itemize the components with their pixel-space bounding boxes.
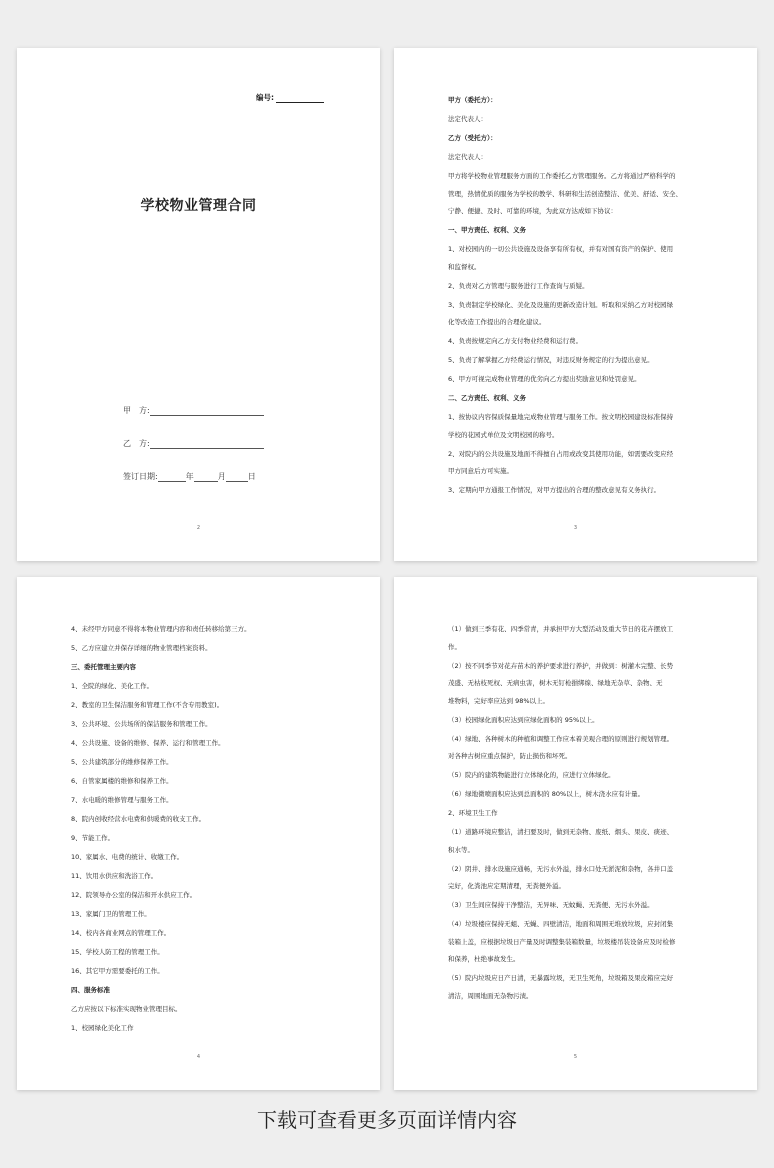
- paragraph-line: 甲方同意后方可实施。: [448, 467, 513, 475]
- paragraph-line: 7、水电暖的维修管理与服务工作。: [71, 796, 173, 804]
- document-page-3: [394, 48, 757, 561]
- paragraph-line: 4、负责按规定向乙方支付物业经费和运行费。: [448, 337, 583, 345]
- paragraph-line: （6）绿地微喷面积应达到总面积的 80%以上，树木浇水应有计量。: [448, 790, 645, 798]
- party-b-label: 乙 方:: [123, 439, 150, 448]
- paragraph-line: 管理，热情优质的服务为学校的教学、科研和生活创造整洁、优美、舒适、安全、: [448, 189, 682, 198]
- paragraph-line: 5、乙方应建立并保存详细的物业管理档案资料。: [71, 644, 212, 652]
- paragraph-line: （5）院内垃圾应日产日清，无暴露垃圾，无卫生死角，垃圾箱及果皮箱应完好: [448, 974, 674, 982]
- section-heading: 乙方（受托方）：: [448, 134, 497, 142]
- paragraph-line: 9、节能工作。: [71, 834, 115, 842]
- paragraph-line: 乙方应按以下标准实现物业管理目标。: [71, 1005, 182, 1013]
- party-b-blank: [150, 439, 264, 449]
- page-5-body: [448, 625, 704, 1011]
- paragraph-line: （4）垃圾楼应保持无蛆、无蝇、四壁清洁，地面和周围无堆放垃圾，应封闭集: [448, 920, 674, 928]
- contract-number-label: 编号:: [256, 93, 274, 102]
- signing-date-line: [123, 471, 256, 482]
- signing-date-label: 签订日期:: [123, 472, 158, 481]
- paragraph-line: （1）做到三季有花、四季常青，并承担甲方大型活动及重大节日的花卉摆放工: [448, 625, 674, 633]
- paragraph-line: 14、校内各商业网点的管理工作。: [71, 929, 171, 937]
- paragraph-line: 1、按协议内容保质保量地完成物业管理与服务工作。按文明校园建设标准保持: [448, 413, 674, 421]
- paragraph-line: （3）校园绿化面积应达到应绿化面积的 95%以上。: [448, 715, 599, 724]
- paragraph-line: （2）阴井、排水设施应通畅，无污水外溢，排水口处无淤泥和杂物，各井口盖: [448, 864, 674, 873]
- paragraph-line: 3、公共环境、公共场所的保洁服务和管理工作。: [71, 720, 212, 728]
- section-heading: 四、服务标准: [71, 986, 110, 994]
- paragraph-line: 2、教室的卫生保洁服务和管理工作(不含专用教室)。: [71, 701, 224, 709]
- paragraph-line: 12、院领导办公室的保洁和开水供应工作。: [71, 891, 197, 899]
- paragraph-line: 甲方将学校物业管理服务方面的工作委托乙方管理服务。乙方将通过严格科学的: [448, 172, 676, 180]
- download-more-caption: 下载可查看更多页面详情内容: [257, 1108, 517, 1132]
- paragraph-line: （5）院内的建筑物能进行立体绿化的，应进行立体绿化。: [448, 771, 615, 779]
- paragraph-line: 3、负责制定学校绿化、美化及设施的更新改造计划。听取和采纳乙方对校园绿: [448, 300, 674, 309]
- document-page-cover: [17, 48, 380, 561]
- party-a-signature-line: [123, 405, 264, 416]
- paragraph-line: 2、负责对乙方管理与服务进行工作查询与质疑。: [448, 281, 589, 290]
- party-a-label: 甲 方:: [123, 406, 150, 415]
- paragraph-line: 法定代表人：: [448, 153, 487, 161]
- paragraph-line: 15、学校人防工程的管理工作。: [71, 948, 164, 956]
- page-number: 3: [573, 525, 578, 531]
- paragraph-line: 积水等。: [448, 845, 474, 854]
- paragraph-line: 对各种古树应重点保护，防止损伤和坏死。: [448, 752, 572, 760]
- paragraph-line: 茂盛、无枯枝死杈、无病虫害，树木无钉枪損绑缐、绿地无杂草、杂物、无: [448, 679, 663, 687]
- paragraph-line: 堆物料，完好率应达到 98%以上。: [448, 696, 550, 705]
- paragraph-line: 2、环境卫生工作: [448, 809, 498, 817]
- party-a-blank: [150, 406, 264, 416]
- paragraph-line: 法定代表人：: [448, 115, 487, 123]
- paragraph-line: 4、公共设施、设备的维修、保养、运行和管理工作。: [71, 739, 225, 747]
- paragraph-line: 6、自管家属楼的维修和保养工作。: [71, 777, 173, 785]
- paragraph-line: 和监督权。: [448, 262, 481, 271]
- paragraph-line: 2、对院内的公共设施及地面不得擅自占用或改变其使用功能，如需要改变应经: [448, 449, 674, 458]
- paragraph-line: （3）卫生间应保持干净整洁，无异味、无蚊蝇、无粪便、无污水外溢。: [448, 901, 654, 909]
- paragraph-line: 作。: [448, 642, 461, 651]
- paragraph-line: 6、甲方可视完成物业管理的优劣向乙方提出奖励意见和处罚意见。: [448, 375, 641, 383]
- paragraph-line: 完好，化粪池应定期清理，无粪便外溢。: [448, 882, 565, 890]
- contract-number-field: [276, 94, 324, 103]
- page-number: 2: [196, 525, 201, 531]
- section-heading: 一、甲方责任、权利、义务: [448, 226, 526, 234]
- date-year-blank: [158, 472, 186, 482]
- paragraph-line: 和保养，杜绝事故发生。: [448, 955, 520, 963]
- date-month-blank: [194, 472, 218, 482]
- contract-title: 学校物业管理合同: [140, 198, 257, 214]
- paragraph-line: 学校的花园式单位及文明校园的称号。: [448, 430, 559, 439]
- page-3-body: [448, 96, 704, 505]
- section-heading: 三、委托管理主要内容: [71, 663, 136, 671]
- page-number: 5: [573, 1054, 578, 1060]
- paragraph-line: 清洁，周围地面无杂物污渍。: [448, 991, 533, 1000]
- section-heading: 甲方（委托方）：: [448, 96, 497, 104]
- paragraph-line: 16、其它甲方需要委托的工作。: [71, 967, 164, 975]
- paragraph-line: 1、校园绿化美化工作: [71, 1024, 134, 1032]
- contract-number: [256, 92, 324, 103]
- date-month-label: 月: [217, 472, 226, 481]
- date-day-label: 日: [247, 472, 256, 481]
- page-number: 4: [196, 1054, 201, 1060]
- page-4-body: [71, 625, 327, 1043]
- paragraph-line: 3、定期向甲方通报工作情况，对甲方提出的合理的整改意见有义务执行。: [448, 486, 661, 494]
- paragraph-line: 13、家属门卫的管理工作。: [71, 910, 151, 918]
- paragraph-line: 1、对校园内的一切公共设施及设备享有所有权，并有对国有资产的保护、使用: [448, 245, 674, 253]
- paragraph-line: 4、未经甲方同意不得将本物业管理内容和责任转移给第三方。: [71, 625, 251, 633]
- paragraph-line: （1）道路环境应整洁，清扫要及时，做到无杂物、废纸、烟头、果皮、痰迹、: [448, 828, 674, 836]
- paragraph-line: （2）按不同季节对花卉苗木的养护要求进行养护，并做到：树灌木完整、长势: [448, 661, 674, 670]
- paragraph-line: 5、公共建筑部分的维修保养工作。: [71, 758, 173, 766]
- date-day-blank: [226, 472, 248, 482]
- paragraph-line: 化等改造工作提出的合理化建议。: [448, 318, 546, 326]
- document-page-4: [17, 577, 380, 1090]
- paragraph-line: 1、全院的绿化、美化工作。: [71, 682, 154, 690]
- paragraph-line: 5、负责了解掌握乙方经费运行情况，对违反财务规定的行为提出意见。: [448, 356, 654, 364]
- paragraph-line: 10、家属水、电费的统计、收缴工作。: [71, 853, 184, 861]
- date-year-label: 年: [185, 472, 194, 481]
- section-heading: 二、乙方责任、权利、义务: [448, 394, 526, 402]
- paragraph-line: 宁静、便捷、及时、可靠的环境，为此双方达成如下协议：: [448, 207, 617, 215]
- paragraph-line: 8、院内创收经营水电费和供暖费的收支工作。: [71, 815, 206, 823]
- paragraph-line: 11、饮用水供应和洗浴工作。: [71, 872, 158, 880]
- paragraph-line: （4）绿地、各种树木的种植和调整工作应本着美观合理的原则进行规划管理。: [448, 734, 674, 743]
- paragraph-line: 装箱上盖，应根据垃圾日产量及时调整集装箱数量，垃圾楼吊装设备应及时检修: [448, 937, 676, 946]
- document-page-5: [394, 577, 757, 1090]
- party-b-signature-line: [123, 438, 264, 449]
